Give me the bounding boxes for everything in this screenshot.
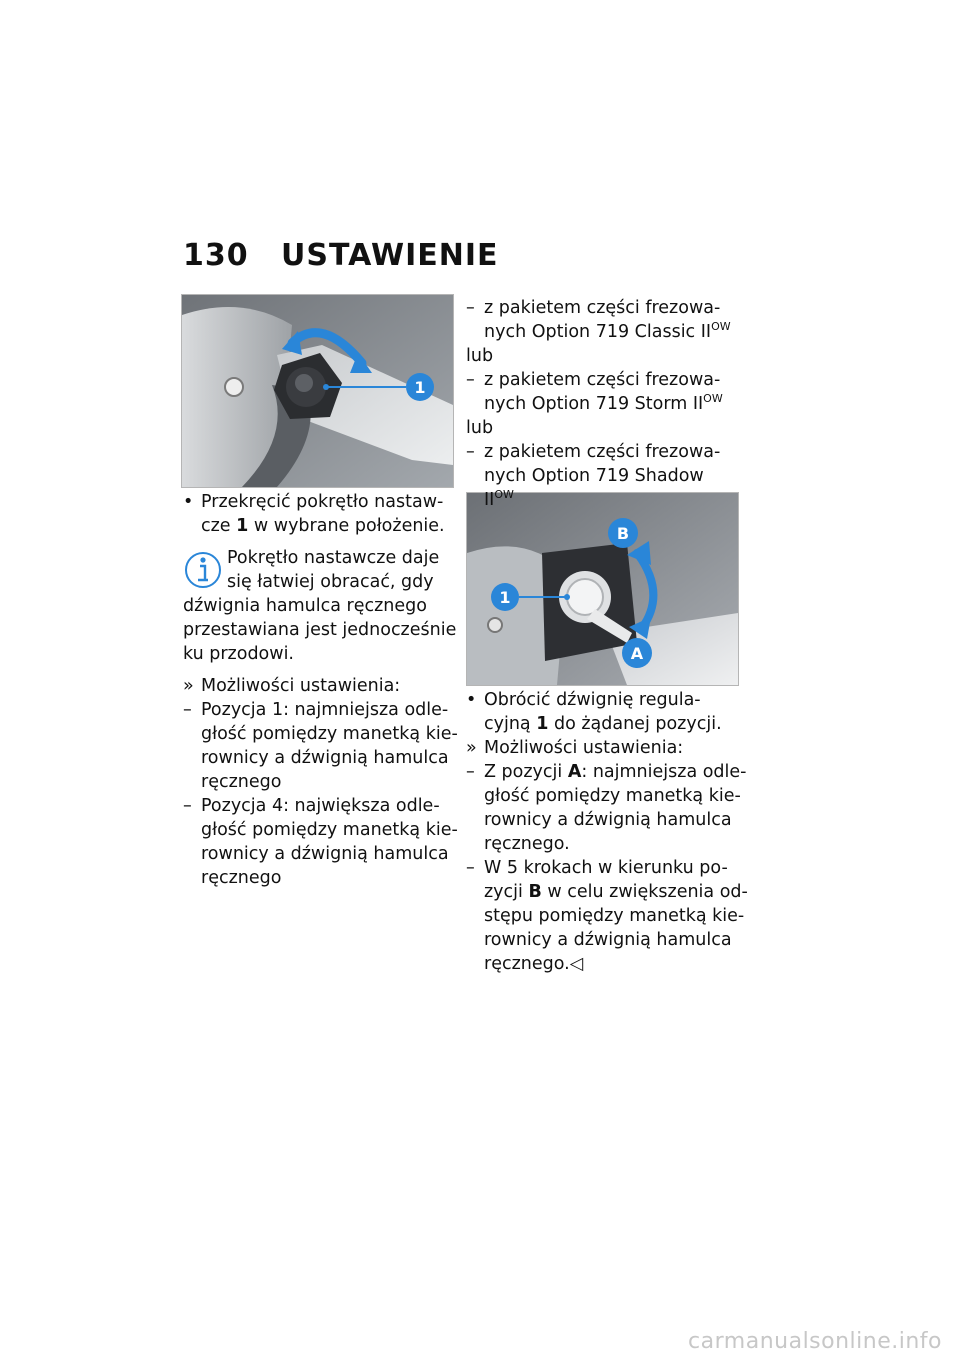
callout-b-label: B (616, 524, 630, 543)
step-instruction (466, 688, 741, 712)
bullet-marker: • (466, 690, 477, 710)
watermark: carmanualsonline.info (688, 1329, 942, 1354)
package-line (466, 320, 741, 344)
ow-superscript: OW (494, 488, 514, 501)
step-line: Przekręcić pokrętło nastaw- (201, 492, 444, 512)
callout-ref: 1 (236, 516, 249, 536)
package-line (466, 392, 741, 416)
package-text: nych Option 719 Storm II (484, 394, 704, 414)
package-text: nych Option 719 Shadow (484, 466, 704, 486)
dash-marker: – (183, 796, 192, 816)
package-line (466, 368, 741, 392)
option-text: ręcznego. (484, 954, 570, 974)
ow-superscript: OW (711, 320, 731, 333)
option-text: ręcznego (201, 868, 282, 888)
position-ref: A (567, 762, 582, 782)
option-text: rownicy a dźwignią hamulca (484, 810, 732, 830)
result-text: Możliwości ustawienia: (484, 738, 684, 758)
package-text: z pakietem części frezowa- (484, 442, 721, 462)
callout-ref: 1 (536, 714, 549, 734)
bullet-marker: • (183, 492, 194, 512)
option-text: W 5 krokach w kierunku po- (484, 858, 728, 878)
dash-marker: – (466, 442, 475, 462)
option-text: głość pomiędzy manetką kie- (201, 724, 458, 744)
info-line: ku przodowi. (183, 644, 294, 664)
result-marker: » (183, 676, 194, 696)
info-line: Pokrętło nastawcze daje (227, 548, 440, 568)
dash-marker: – (466, 858, 475, 878)
option-text: rownicy a dźwignią hamulca (201, 748, 449, 768)
right-column-text (466, 688, 748, 976)
option-line-cont (466, 880, 748, 904)
option-text: zycji (484, 882, 529, 902)
option-text: Pozycja 1: najmniejsza odle- (201, 700, 449, 720)
package-line (466, 440, 741, 464)
step-line: cze (201, 516, 237, 536)
step-line: Obrócić dźwignię regula- (484, 690, 701, 710)
position-ref: B (528, 882, 542, 902)
end-of-section-icon: ◁ (569, 954, 584, 974)
dash-marker: – (466, 370, 475, 390)
figure-adjusting-knob-illustration (182, 295, 453, 487)
option-line (466, 760, 747, 784)
option-text: rownicy a dźwignią hamulca (484, 930, 732, 950)
result-marker: » (466, 738, 477, 758)
step-line: w wybrane położenie. (248, 516, 445, 536)
or-text: lub (466, 418, 494, 438)
option-text: głość pomiędzy manetką kie- (484, 786, 741, 806)
option-text: ręcznego. (484, 834, 570, 854)
page-number: 130 (183, 238, 249, 273)
callout-1-label: 1 (499, 588, 511, 607)
option-text: stępu pomiędzy manetką kie- (484, 906, 745, 926)
option-line (183, 698, 448, 722)
option-line (183, 794, 448, 818)
info-line: się łatwiej obracać, gdy (227, 572, 434, 592)
result-line (183, 674, 448, 698)
figure-adjusting-knob (181, 294, 454, 488)
figure-adjusting-lever (466, 492, 739, 686)
figure-adjusting-lever-illustration (467, 493, 738, 685)
option-text: w celu zwiększenia od- (541, 882, 748, 902)
callout-a-label: A (630, 644, 644, 663)
result-line (466, 736, 741, 760)
result-text: Możliwości ustawienia: (201, 676, 401, 696)
ow-superscript: OW (703, 392, 723, 405)
package-text: z pakietem części frezowa- (484, 370, 721, 390)
callout-1-label: 1 (414, 378, 426, 397)
step-instruction-cont (466, 712, 741, 736)
package-line (466, 296, 741, 320)
option-text: Pozycja 4: największa odle- (201, 796, 440, 816)
dash-marker: – (466, 298, 475, 318)
info-line: przestawiana jest jednocześnie (183, 620, 457, 640)
page-header (183, 238, 498, 273)
step-line: do żądanej pozycji. (548, 714, 722, 734)
package-text: z pakietem części frezowa- (484, 298, 721, 318)
package-text: nych Option 719 Classic II (484, 322, 712, 342)
option-text: głość pomiędzy manetką kie- (201, 820, 458, 840)
step-line: cyjną (484, 714, 537, 734)
package-text: II (484, 490, 495, 510)
package-list (466, 296, 741, 512)
option-text: : najmniejsza odle- (581, 762, 747, 782)
step-instruction (183, 490, 448, 514)
dash-marker: – (466, 762, 475, 782)
option-line-end (466, 952, 741, 976)
option-text: rownicy a dźwignią hamulca (201, 844, 449, 864)
option-line (466, 856, 741, 880)
or-text: lub (466, 346, 494, 366)
package-line (466, 488, 741, 512)
page-title: USTAWIENIE (281, 238, 499, 273)
left-column-text (183, 490, 458, 890)
info-note (183, 546, 457, 666)
dash-marker: – (183, 700, 192, 720)
info-line: dźwignia hamulca ręcznego (183, 596, 427, 616)
option-text: Z pozycji (484, 762, 568, 782)
option-text: ręcznego (201, 772, 282, 792)
step-instruction-cont (183, 514, 448, 538)
